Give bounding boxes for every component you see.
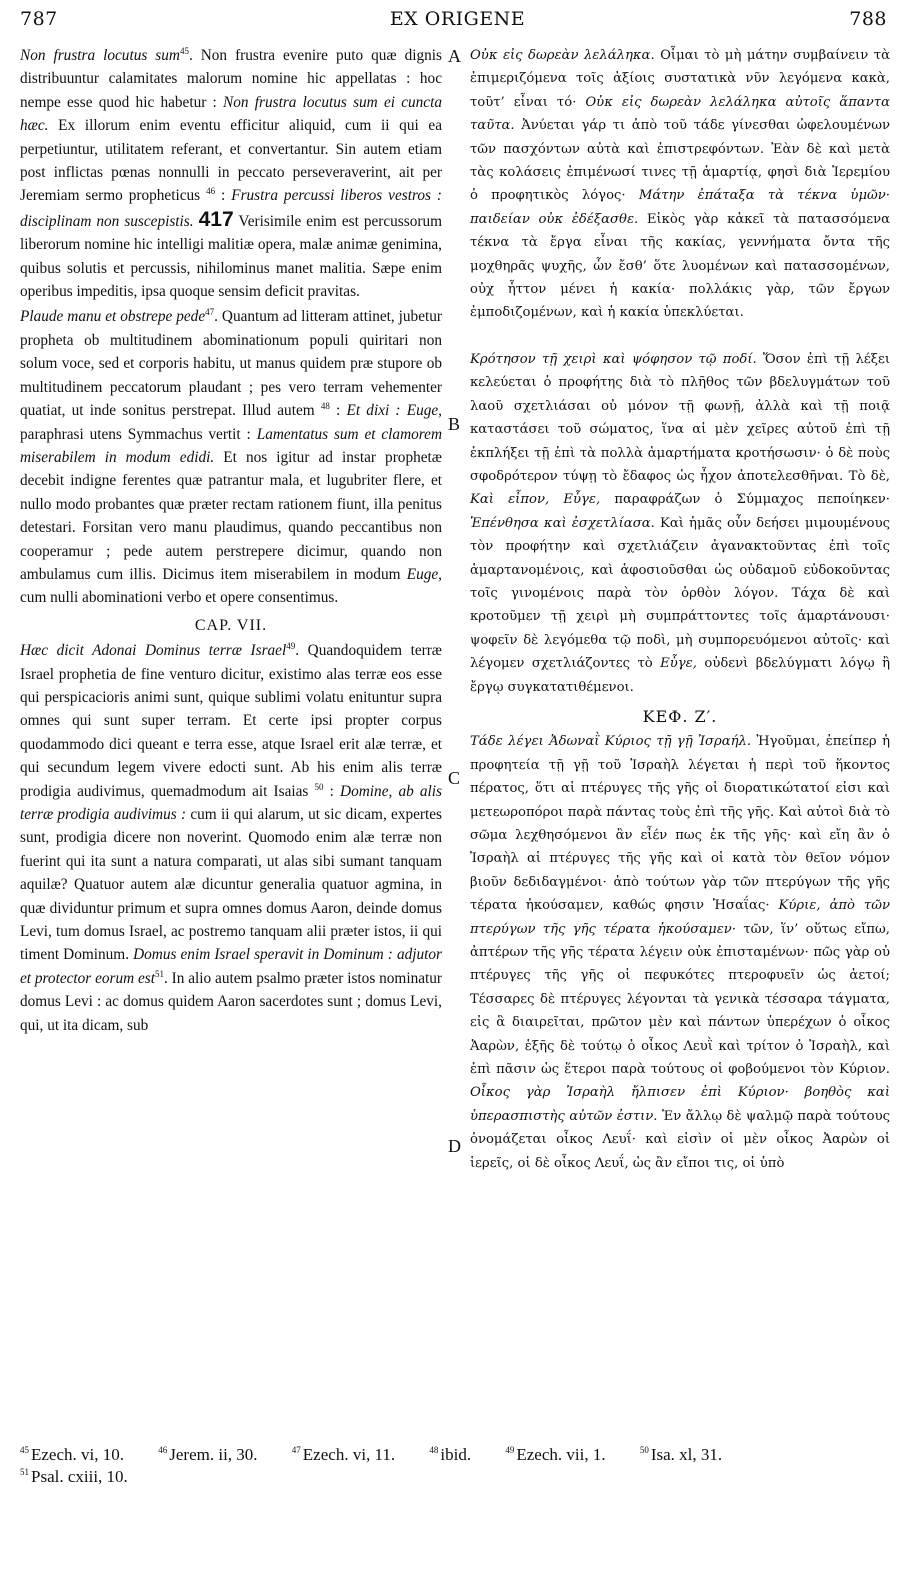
text: Ἀνύεται γάρ τι ἀπὸ τοῦ τάδε γίνεσθαι ὠφελουμένων τῶν πασχόντων αὐτὰ καὶ ἐπιστρεφόντων. Ἐὰν δὲ καὶ μετὰ τὰς κολάσεις ἐπιμένωσί τινες τῇ ἁμαρτίᾳ, φησὶ διὰ Ἱερεμίου ὁ προφητικὸς λόγος· bbox=[470, 118, 890, 204]
text: Et nos igitur ad instar prophetæ decebit indigne ferentes quæ patrantur mala, et lugubriter flere, et nullo modo probantes quæ præter rectam rationem fiunt, illa penitus detestari. Forsitan vero manu plaudimus, quando peccantibus non cooperamur ; pede autem perstrepere dicimur, quando non ambulamus cum illis. Dicimus item miserabilem in modum bbox=[20, 448, 442, 583]
text: : bbox=[329, 782, 334, 800]
footnote-ref: 49 bbox=[286, 641, 296, 652]
latin-column bbox=[20, 44, 442, 1037]
text: Ex illorum enim eventu efficitur aliquid, cum ii qui ea perpetiuntur, utilitatem referant, et convertantur. Sin autem etiam post inflictas pœnas nonnulli in peccato perseveraverint, ait per Jeremiam sermo propheticus bbox=[20, 117, 442, 205]
text: οὐδενὶ βδελύγματι λόγῳ ἢ ἔργῳ συγκατατιθέμενοι. bbox=[470, 656, 890, 695]
lemma: Κρότησον τῇ χειρὶ καὶ ψόφησον τῷ ποδί. bbox=[470, 351, 757, 367]
text: : bbox=[221, 187, 226, 205]
text: Ὅσον ἐπὶ τῇ λέξει κελεύεται ὁ προφήτης διὰ τὸ πλῆθος τῶν βδελυγμάτων τοῦ λαοῦ σχετλιάσαι οὐ μόνον τῇ φωνῇ, ἀλλὰ καὶ τῇ ποιᾷ καταστάσει τοῦ σώματος, ἵνα αἱ μὲν χεῖρες αὐτοῦ ἐπὶ τῇ ἐκπλήξει τῇ ἐπὶ τὰ πολλὰ ἁμαρτήματα κροτήσωσιν· ὁ δὲ ποὺς σφοδρότερον τύψῃ τὸ ἔδαφος ὡς ἦχον ἀποτελεσθῆναι. Τὸ δὲ, bbox=[470, 351, 890, 484]
lemma: Non frustra locutus sum bbox=[20, 47, 180, 64]
text: Καὶ ἡμᾶς οὖν δεήσει μιμουμένους τὸν προφήτην καὶ σχετλιάζειν ἀγανακτοῦντας ἐπὶ τοῖς ἁμαρτανομένοις, καὶ ἀφοσιοῦσθαι ὡς οὐδαμοῦ εὐδοκοῦντας τοῖς γινομένοις παρὰ τὸν ὀρθὸν λόγον. Τάχα δὲ καὶ κροτοῦμεν τῇ χειρὶ μὴ συμπράττοντες τοῖς ἁμαρτάνουσι· ψοφεῖν δὲ λεγόμεθα τῷ ποδὶ, μὴ συμπορευόμενοι αὐτοῖς· καὶ λέγομεν σχετλιάζοντες τὸ bbox=[470, 515, 891, 672]
footnote-line-1 bbox=[20, 1444, 900, 1466]
footnote: $^{49}$ Ezech. vii, 1. bbox=[505, 1445, 606, 1464]
margin-letter-c: C bbox=[448, 768, 461, 788]
greek-paragraph-3 bbox=[470, 730, 890, 1175]
footnote: $^{46}$ Jerem. ii, 30. bbox=[158, 1445, 258, 1464]
footnote: $^{48}$ ibid. bbox=[429, 1445, 472, 1464]
quotation: Euge, bbox=[406, 565, 442, 583]
lemma: Οὐκ εἰς δωρεὰν λελάληκα. bbox=[470, 48, 655, 63]
text: . Quandoquidem terræ Israel prophetia de fine venturo dicitur, existimo alas terræ eos esse qui perspicacioris animi sunt, quique sublimi volatu enituntur supra omnes qui sunt super terram. Et certe ipsi propter corpus quodammodo dici queant e terra esse, atque Israel erit alæ terræ, et qui secundum legem vivere edocti sunt. Ab his enim alis terræ prodigia audivimus, quemadmodum ait Isaias bbox=[20, 642, 443, 800]
quotation: Μάτην ἐπάταξα τὰ τέκνα ὑμῶν· παιδείαν οὐκ ἐδέξασθε. bbox=[470, 188, 890, 227]
footnote-ref: 45 bbox=[179, 45, 189, 56]
lemma: Τάδε λέγει Ἀδωναῒ Κύριος τῇ γῇ Ἰσραήλ. bbox=[470, 734, 752, 750]
quotation: Εὖγε, bbox=[660, 656, 697, 672]
footnote-line-2 bbox=[20, 1466, 900, 1488]
quotation: Et dixi : Euge, bbox=[346, 402, 442, 420]
footnote-ref: 47 bbox=[205, 307, 215, 318]
page-number-right: 788 bbox=[849, 8, 887, 30]
footnote: $^{51}$ Psal. cxiii, 10. bbox=[20, 1467, 128, 1486]
quotation: Frustra percussi liberos vestros : disciplinam non suscepistis. bbox=[20, 187, 442, 230]
footnote: $^{50}$ Isa. xl, 31. bbox=[639, 1445, 723, 1464]
footnote: $^{47}$ Ezech. vi, 11. bbox=[291, 1445, 396, 1464]
footnotes bbox=[20, 1444, 900, 1488]
chapter-heading-greek: ΚΕΦ. Ζ′. bbox=[642, 706, 718, 726]
greek-column bbox=[470, 44, 890, 1175]
lemma: Plaude manu et obstrepe pede bbox=[20, 308, 206, 326]
latin-paragraph-1 bbox=[20, 44, 442, 303]
text: Ἡγοῦμαι, ἐπείπερ ἡ προφητεία τῇ γῇ τοῦ Ἰσραὴλ λέγεται ἡ περὶ τοῦ ἥκοντος πέρατος, ὅτι αἱ πτέρυγες τῆς γῆς οἱ διορατικώτατοί εἰσι καὶ μετεωροπόροι παρὰ πάντας τοὺς ἐπὶ τῆς γῆς. Καὶ αὐτοὶ διὰ τὸ σῶμα λεχθησόμενοι ἂν εἶέν πως ἐκ τῆς γῆς· καὶ εἴη ἂν ὁ Ἰσραὴλ αἱ πτέρυγες τῆς γῆς καὶ οἱ κατὰ τὸν θεῖον νόμον βιοῦν δεδιδαγμένοι· ἀπὸ τούτων γὰρ τῶν πτερύγων τῆς γῆς τέρατα ἠκούσαμεν, καθώς φησιν Ἡσαΐας· bbox=[470, 734, 890, 914]
quotation: Καὶ εἶπον, Εὖγε, bbox=[470, 492, 601, 508]
running-head: EX ORIGENE bbox=[389, 8, 526, 30]
quotation: Domus enim Israel speravit in Dominum : adjutor et protector eorum est bbox=[20, 946, 443, 987]
footnote-ref: 46 bbox=[206, 186, 216, 197]
text: τῶν, ἵν’ οὕτως εἴπω, ἀπτέρων τῆς γῆς τέρατα λέγειν οὐκ ἐπισταμένων· πῶς γὰρ οὐ πτέρυγες τῆς γῆς οἱ πεφυκότες πτεροφυεῖν ὡς ἀετοί; Τέσσαρες δὲ πτέρυγες λέγονται τὰ γενικὰ τέσσαρα τάγματα, εἰς ἃ διαιρεῖται, πρῶτον μὲν καὶ πάντων ὑπερέχων ὁ οἶκος Ἀαρὼν, ἑξῆς δὲ τούτῳ ὁ οἶκος Λευῒ καὶ τρίτον ὁ Ἰσραὴλ, καὶ ἐπὶ πᾶσιν ὡς ἕτεροι παρὰ τούτους οἱ φοβούμενοι τὸν Κύριον. bbox=[470, 921, 890, 1078]
lemma: Hæc dicit Adonai Dominus terræ Israel bbox=[20, 642, 287, 660]
text: Οἶμαι τὸ μὴ μάτην συμβαίνειν τὰ ἐπιμεριζόμενα τοῖς ἀξίοις συστατικὰ νῦν λεγόμενα κακὰ, τοῦτ’ εἶναι τό· bbox=[470, 48, 890, 110]
margin-letter-b: B bbox=[448, 414, 461, 434]
text: . Non frustra evenire puto quæ dignis distribuuntur calamitates malorum nomine hic appellatas : hoc nempe esse quod hic habetur : bbox=[20, 47, 443, 111]
page-number-left: 787 bbox=[20, 8, 58, 30]
greek-paragraph-2 bbox=[470, 348, 890, 699]
quotation: Non frustra locutus sum ei cuncta hæc. bbox=[20, 93, 442, 135]
quotation: Ἐπένθησα καὶ ἐσχετλίασα. bbox=[470, 515, 655, 531]
text: Ἐν ἄλλῳ δὲ ψαλμῷ παρὰ τούτους ὀνομάζεται οἶκος Λευΐ· καὶ εἰσὶν οἱ μὲν οἶκος Ἀαρὼν οἱ ἱερεῖς, οἱ δὲ οἶκος Λευΐ, ὡς ἂν εἴποι τις, οἱ ὑπὸ bbox=[470, 1108, 890, 1171]
margin-letter-a: A bbox=[448, 46, 461, 66]
page-header bbox=[0, 8, 915, 38]
column-number: 417 bbox=[198, 207, 234, 231]
quotation: Lamentatus sum et clamorem miserabilem in modum edidi. bbox=[20, 425, 442, 466]
footnote-ref: 48 bbox=[320, 401, 330, 411]
chapter-heading-latin: CAP. VII. bbox=[194, 616, 268, 634]
text: Verisimile enim est percussorum liberorum nomine hic intelligi malitiæ opera, malæ animæ genimina, quibus solutis et percussis, nihilominus manet malitia. Sæpe enim operibus impeditis, ipsa quoque sensim deficit pravitas. bbox=[20, 212, 442, 301]
footnote: $^{45}$ Ezech. vi, 10. bbox=[20, 1445, 124, 1464]
text: cum nulli abominationi verbo et opere consentimus. bbox=[20, 589, 339, 607]
quotation: Κύριε, ἀπὸ τῶν πτερύγων τῆς γῆς τέρατα ἠκούσαμεν· bbox=[470, 898, 890, 937]
quotation: Οὐκ εἰς δωρεὰν λελάληκα αὐτοῖς ἅπαντα ταῦτα. bbox=[470, 94, 890, 134]
margin-letter-d: D bbox=[448, 1136, 461, 1156]
text: paraphrasi utens Symmachus vertit : bbox=[20, 425, 251, 443]
text: . In alio autem psalmo præter istos nominatur domus Levi : ac domus quidem Aaron sacerdotes sunt ; domus Levi, qui, ut ita dicam, sub bbox=[20, 969, 442, 1034]
footnote-ref: 51 bbox=[155, 968, 165, 979]
text: : bbox=[336, 402, 341, 420]
quotation: Domine, ab alis terræ prodigia audivimus : bbox=[20, 782, 442, 823]
quotation: Οἶκος γὰρ Ἰσραὴλ ἤλπισεν ἐπὶ Κύριον· βοηθὸς καὶ ὑπερασπιστὴς αὐτῶν ἐστιν. bbox=[470, 1085, 890, 1124]
latin-paragraph-2 bbox=[20, 305, 442, 609]
text: cum ii qui alarum, ut sic dicam, expertes sunt, prodigia dicere non noverint. Quomodo enim alæ terræ non fuerint qui ita sunt a natura comparati, ut alas sibi sumant tanquam aquilæ? Quatuor autem alæ dicuntur generalia quatuor agmina, in quæ dividuntur primum et supra omnes domus Aaron, deinde domus Levi, tum domus Israel, ac postremo tanquam alii præter istos, ii qui timent Dominum. bbox=[20, 806, 443, 964]
text: Εἰκὸς γὰρ κἀκεῖ τὰ πατασσόμενα τέκνα τὰ ἔργα εἶναι τῆς κακίας, γεννήματα ὄντα τῆς μοχθηρᾶς ψυχῆς, ὧν ἔσθ’ ὅτε λυομένων καὶ πατασσομένων, οὐχ ἧττον μένει ἡ κακία· πολλάκις γὰρ, τῶν ἔργων ἐμποδιζομένων, καὶ ἡ κακία ὑπεκλύεται. bbox=[470, 211, 890, 321]
footnote-ref: 50 bbox=[314, 781, 324, 792]
greek-paragraph-1 bbox=[470, 44, 890, 325]
text: παραφράζων ὁ Σύμμαχος πεποίηκεν· bbox=[614, 492, 890, 508]
text: . Quantum ad litteram attinet, jubetur propheta ob multitudinem abominationum populi quiritari non solum voce, sed et corporis habitu, ut manus quidem præ stupore ob multitudinem peccatorum plaudant ; pes vero terram vehementer quatiat, ut inde sonitus perstrepat. Illud autem bbox=[20, 308, 442, 420]
latin-paragraph-3 bbox=[20, 639, 442, 1037]
